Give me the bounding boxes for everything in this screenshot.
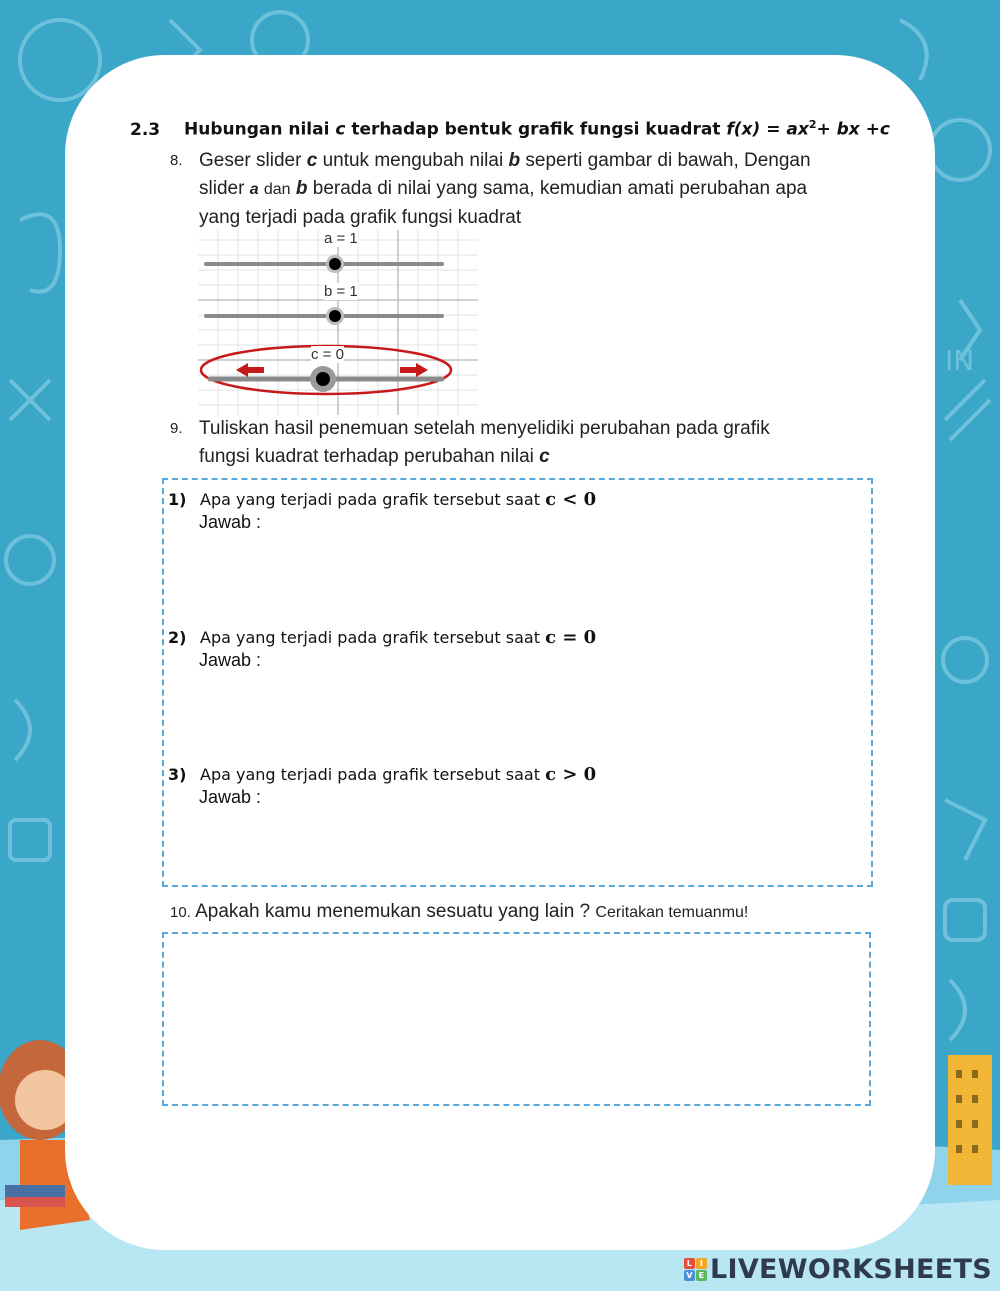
logo-letter-i: I [696, 1258, 707, 1269]
subquestion-3-text: Apa yang terjadi pada grafik tersebut saat [200, 765, 541, 784]
question-8-number: 8. [170, 152, 183, 169]
subquestion-2-condition: c = 0 [545, 627, 597, 648]
question-8-line-1 [199, 147, 890, 175]
answer-field-2[interactable] [199, 678, 859, 758]
subquestion-1 [168, 489, 596, 510]
q8-text-6: berada di nilai yang sama, kemudian amati perubahan apa [312, 178, 808, 199]
subquestion-2-text: Apa yang terjadi pada grafik tersebut saat [200, 628, 541, 647]
formula-lhs: f(x) = ax [726, 119, 809, 140]
formula-exponent: 2 [808, 118, 817, 131]
slider-b-label: b = 1 [324, 283, 358, 300]
question-8-line-3: yang terjadi pada grafik fungsi kuadrat [199, 207, 522, 228]
formula-rhs: + bx +c [816, 119, 891, 140]
logo-letter-e: E [696, 1270, 707, 1281]
question-9-line-2 [199, 443, 890, 471]
subquestion-3-number: 3) [168, 765, 187, 784]
slider-panel-image [198, 230, 478, 415]
q9-text-2: fungsi kuadrat terhadap perubahan nilai [199, 446, 534, 467]
subquestion-3-condition: c > 0 [545, 764, 597, 785]
subquestion-2-number: 2) [168, 628, 187, 647]
section-title-middle: terhadap bentuk grafik fungsi kuadrat [351, 119, 721, 140]
answer-field-1[interactable] [199, 540, 859, 620]
subquestion-1-number: 1) [168, 490, 187, 509]
brand-name: LIVEWORKSHEETS [709, 1254, 992, 1285]
q8-text-2: untuk mengubah nilai [322, 150, 504, 171]
section-title-var: c [335, 119, 346, 140]
q10-text-1: Apakah kamu menemukan sesuatu yang lain ? [195, 901, 591, 922]
slider-c-label: c = 0 [311, 346, 344, 363]
subquestion-1-answer-label: Jawab : [199, 512, 262, 532]
slider-a-label: a = 1 [324, 230, 358, 247]
question-9-number: 9. [170, 420, 183, 437]
q8-text-4: slider [199, 178, 245, 199]
question-9-line-1: Tuliskan hasil penemuan setelah menyelidiki perubahan pada grafik [199, 418, 770, 439]
subquestion-1-text: Apa yang terjadi pada grafik tersebut saat [200, 490, 541, 509]
question-10-number: 10. [170, 904, 191, 921]
liveworksheets-brand [684, 1254, 992, 1285]
q8-text-1: Geser slider [199, 150, 302, 171]
section-title [130, 118, 910, 140]
question-8-line-2 [199, 175, 890, 204]
subquestion-3 [168, 764, 596, 785]
q8-text-3: seperti gambar di bawah, Dengan [525, 150, 811, 171]
question-8 [170, 147, 890, 232]
subquestion-1-condition: c < 0 [545, 489, 597, 510]
logo-letter-l: L [684, 1258, 695, 1269]
liveworksheets-logo-icon [684, 1258, 707, 1281]
q8-var-a: a [249, 181, 259, 198]
q9-var-c: c [539, 446, 550, 467]
question-10 [170, 898, 890, 927]
logo-letter-v: V [684, 1270, 695, 1281]
q8-var-b-2: b [295, 178, 308, 199]
subquestion-2-answer-label: Jawab : [199, 650, 262, 670]
q8-var-b: b [508, 150, 521, 171]
question-9 [170, 415, 890, 471]
section-number: 2.3 [130, 119, 161, 140]
svg-text:IN: IN [945, 344, 975, 377]
subquestion-3-answer-label: Jawab : [199, 787, 262, 807]
q8-var-c: c [306, 150, 318, 171]
q10-text-2: Ceritakan temuanmu! [595, 904, 749, 921]
answer-field-3[interactable] [199, 815, 859, 880]
section-title-prefix: Hubungan nilai [184, 119, 330, 140]
answer-box-q10[interactable] [162, 932, 871, 1106]
subquestion-2 [168, 627, 596, 648]
q8-text-5: dan [263, 181, 291, 198]
